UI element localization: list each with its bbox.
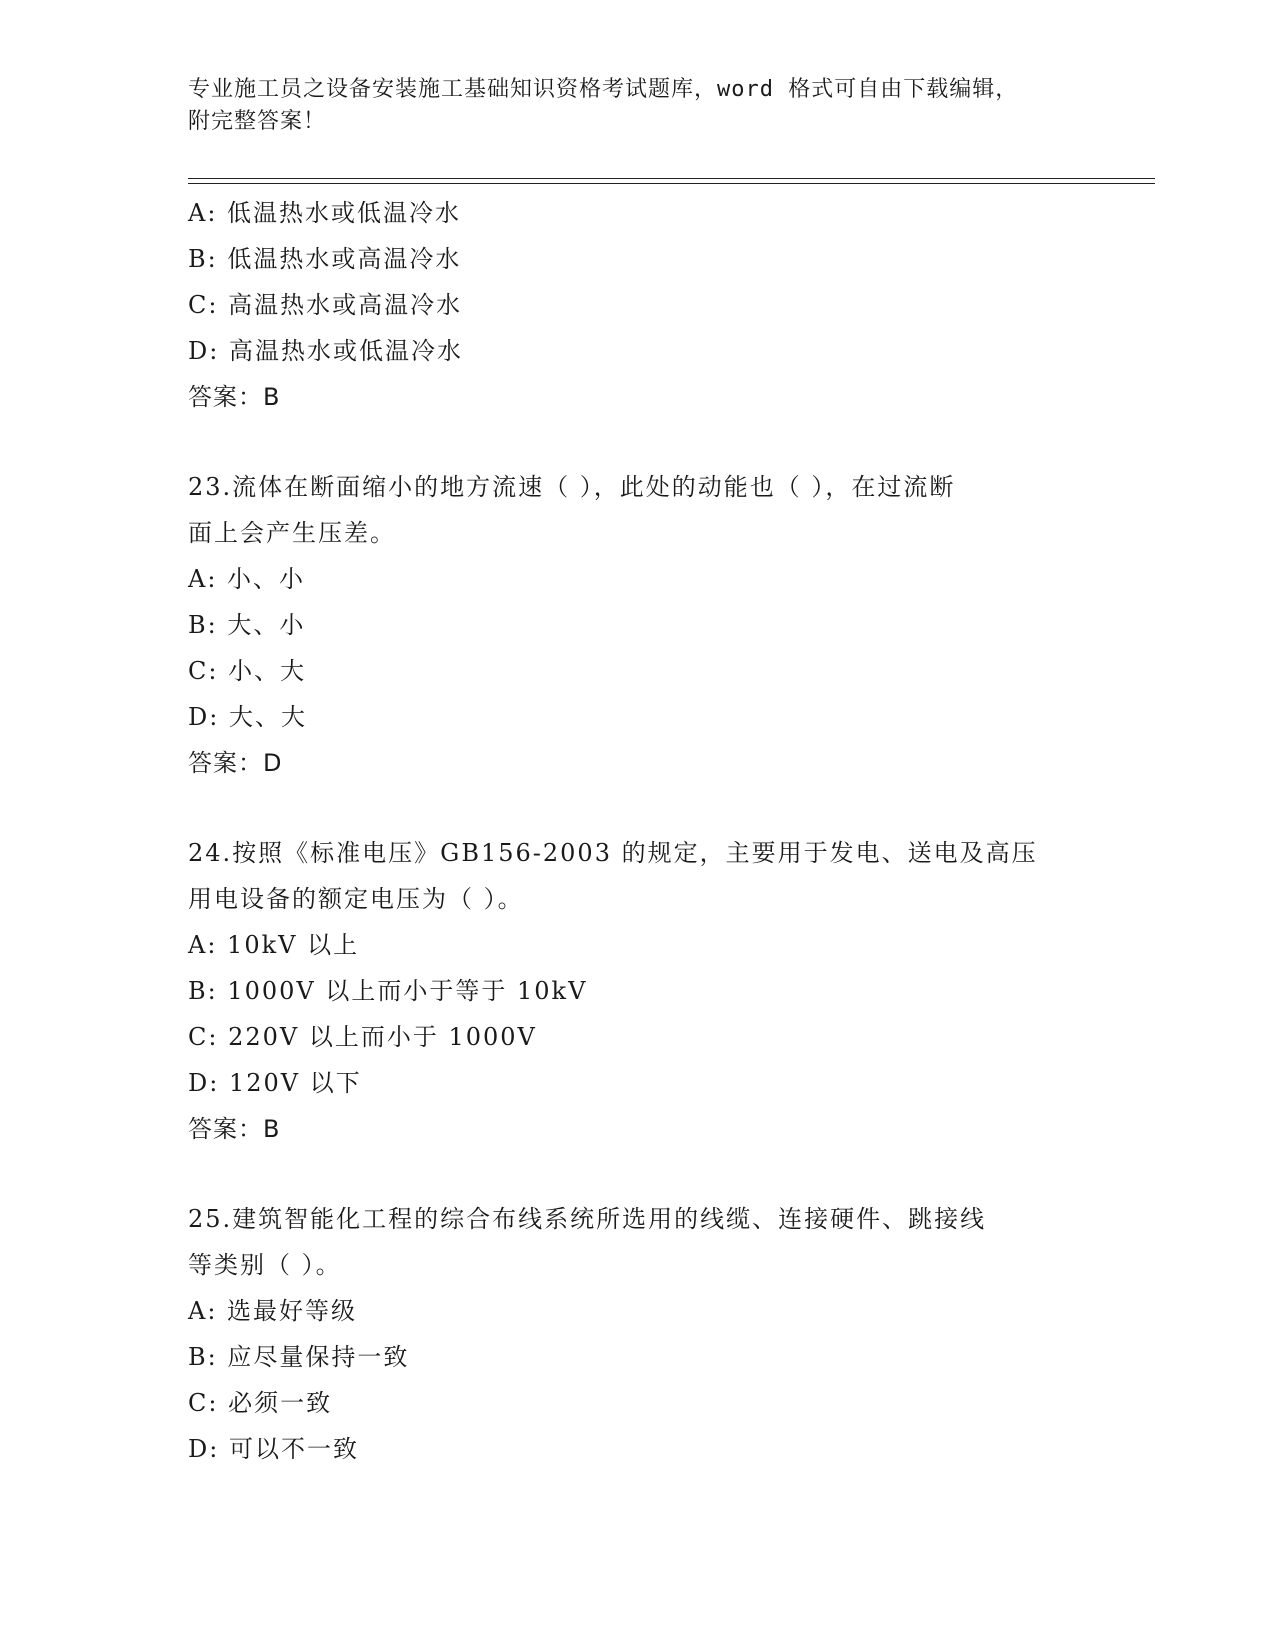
option-a: A: 小、小 <box>188 565 306 593</box>
option-d: D: 大、大 <box>188 703 307 731</box>
option-d: D: 120V 以下 <box>188 1069 362 1097</box>
spacer <box>188 1152 1088 1196</box>
option-c: C: 220V 以上而小于 1000V <box>188 1023 537 1051</box>
option-d: D: 可以不一致 <box>188 1435 359 1463</box>
header-divider-top <box>188 178 1155 179</box>
question-text-line-1: 24.按照《标准电压》GB156-2003 的规定，主要用于发电、送电及高压 <box>188 839 1038 867</box>
option-b: B: 低温热水或高温冷水 <box>188 245 462 273</box>
question-text-line-2: 面上会产生压差。 <box>188 519 396 547</box>
option-c: C: 高温热水或高温冷水 <box>188 291 463 319</box>
option-b: B: 1000V 以上而小于等于 10kV <box>188 977 588 1005</box>
option-c: C: 小、大 <box>188 657 307 685</box>
option-a: A: 选最好等级 <box>188 1297 358 1325</box>
option-b: B: 大、小 <box>188 611 306 639</box>
question-list <box>188 190 1088 1472</box>
question-text-line-1: 25.建筑智能化工程的综合布线系统所选用的线缆、连接硬件、跳接线 <box>188 1205 987 1233</box>
answer: 答案：D <box>188 749 283 777</box>
option-a: A: 10kV 以上 <box>188 931 360 959</box>
header-line-2: 附完整答案！ <box>188 109 327 134</box>
question-25 <box>188 1196 1088 1472</box>
question-text-line-2: 等类别（ ）。 <box>188 1251 342 1279</box>
question-23 <box>188 464 1088 786</box>
option-b: B: 应尽量保持一致 <box>188 1343 410 1371</box>
header-line-1: 专业施工员之设备安装施工基础知识资格考试题库，word 格式可自由下载编辑， <box>188 77 1019 102</box>
option-a: A: 低温热水或低温冷水 <box>188 199 462 227</box>
question-text-line-2: 用电设备的额定电压为（ ）。 <box>188 885 524 913</box>
spacer <box>188 786 1088 830</box>
spacer <box>188 420 1088 464</box>
document-header <box>188 74 1088 138</box>
question-24 <box>188 830 1088 1152</box>
option-c: C: 必须一致 <box>188 1389 333 1417</box>
answer: 答案：B <box>188 1115 281 1143</box>
answer: 答案：B <box>188 383 281 411</box>
question-22 <box>188 190 1088 420</box>
header-divider-bottom <box>188 183 1155 184</box>
option-d: D: 高温热水或低温冷水 <box>188 337 463 365</box>
question-text-line-1: 23.流体在断面缩小的地方流速（ ），此处的动能也（ ），在过流断 <box>188 473 956 501</box>
